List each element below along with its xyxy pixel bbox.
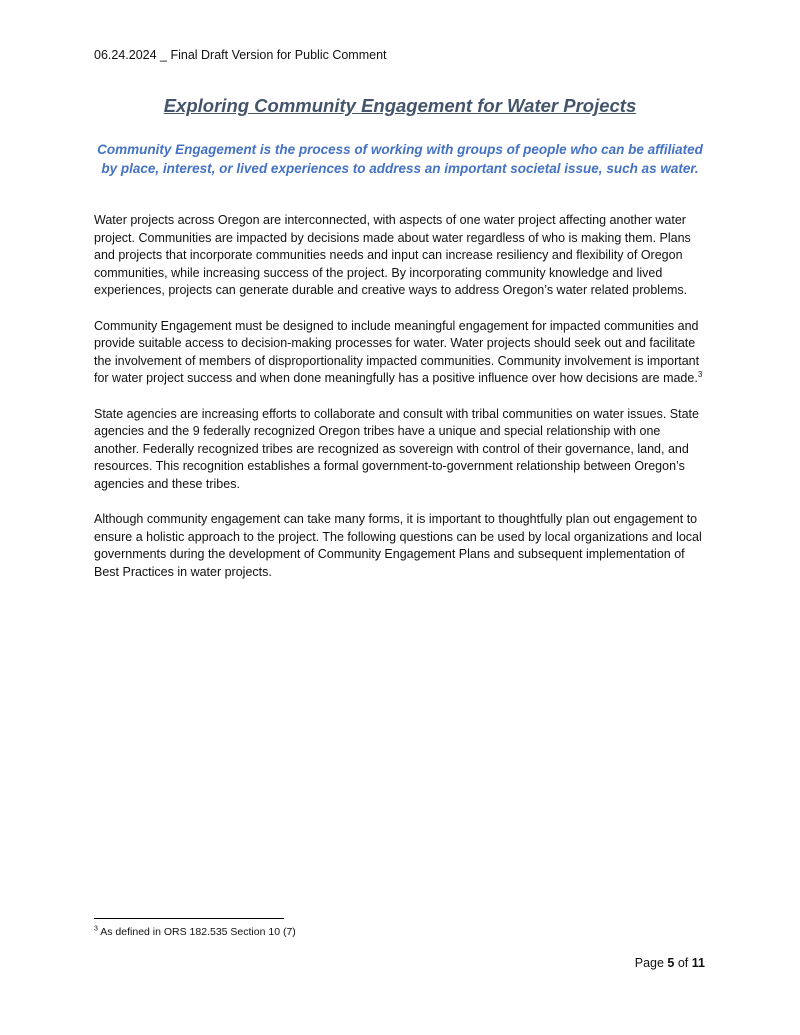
page-number-current: 5 xyxy=(667,956,675,970)
paragraph-interconnected-projects: Water projects across Oregon are interconnected, with aspects of one water project affecting another water project. Communities are impacted by decisions made about water regardless of who is making them. Plans and projects that incorporate communities needs and input can increase resiliency and flexibility of Oregon communities, while increasing success of the project. By incorporating community knowledge and lived experiences, projects can generate durable and creative ways to address Oregon’s water related problems. xyxy=(94,213,691,298)
paragraph-meaningful-engagement xyxy=(94,318,706,388)
draft-version-note: 06.24.2024 _ Final Draft Version for Public Comment xyxy=(94,48,387,62)
footnote-divider xyxy=(94,918,284,919)
footnote xyxy=(94,926,296,938)
definition-subtitle: Community Engagement is the process of working with groups of people who can be affiliated by place, interest, or lived experiences to address an important societal issue, such as water. xyxy=(97,142,703,176)
page-number xyxy=(635,956,705,970)
page-title: Exploring Community Engagement for Water Projects xyxy=(163,95,637,116)
footnote-marker: 3 xyxy=(94,925,98,933)
paragraph-meaningful-engagement-text: Community Engagement must be designed to include meaningful engagement for impacted communities and provide suitable access to decision-making processes for water. Water projects should seek out and facilitate the involvement of members of disproportionality impacted communities. Community involvement is important for water project success and when done meaningfully has a positive influence over how decisions are made. xyxy=(94,318,700,386)
body-text xyxy=(94,212,706,599)
page-number-prefix: Page xyxy=(634,956,664,970)
page-number-total: 11 xyxy=(691,956,705,970)
page-number-separator: of xyxy=(677,956,689,970)
footnote-text: As defined in ORS 182.535 Section 10 (7) xyxy=(100,926,296,938)
paragraph-engagement-planning: Although community engagement can take many forms, it is important to thoughtfully plan out engagement to ensure a holistic approach to the project. The following questions can be used by local organizations and local governments during the development of Community Engagement Plans and subsequent implementation of Best Practices in water projects. xyxy=(94,512,702,579)
paragraph-tribal-consultation: State agencies are increasing efforts to collaborate and consult with tribal communities on water issues. State agencies and the 9 federally recognized Oregon tribes have a unique and special relationship with one another. Federally recognized tribes are recognized as sovereign with control of their governance, land, and resources. This recognition establishes a formal government-to-government relationship between Oregon’s agencies and these tribes. xyxy=(94,406,699,491)
footnote-reference[interactable]: 3 xyxy=(697,369,703,379)
